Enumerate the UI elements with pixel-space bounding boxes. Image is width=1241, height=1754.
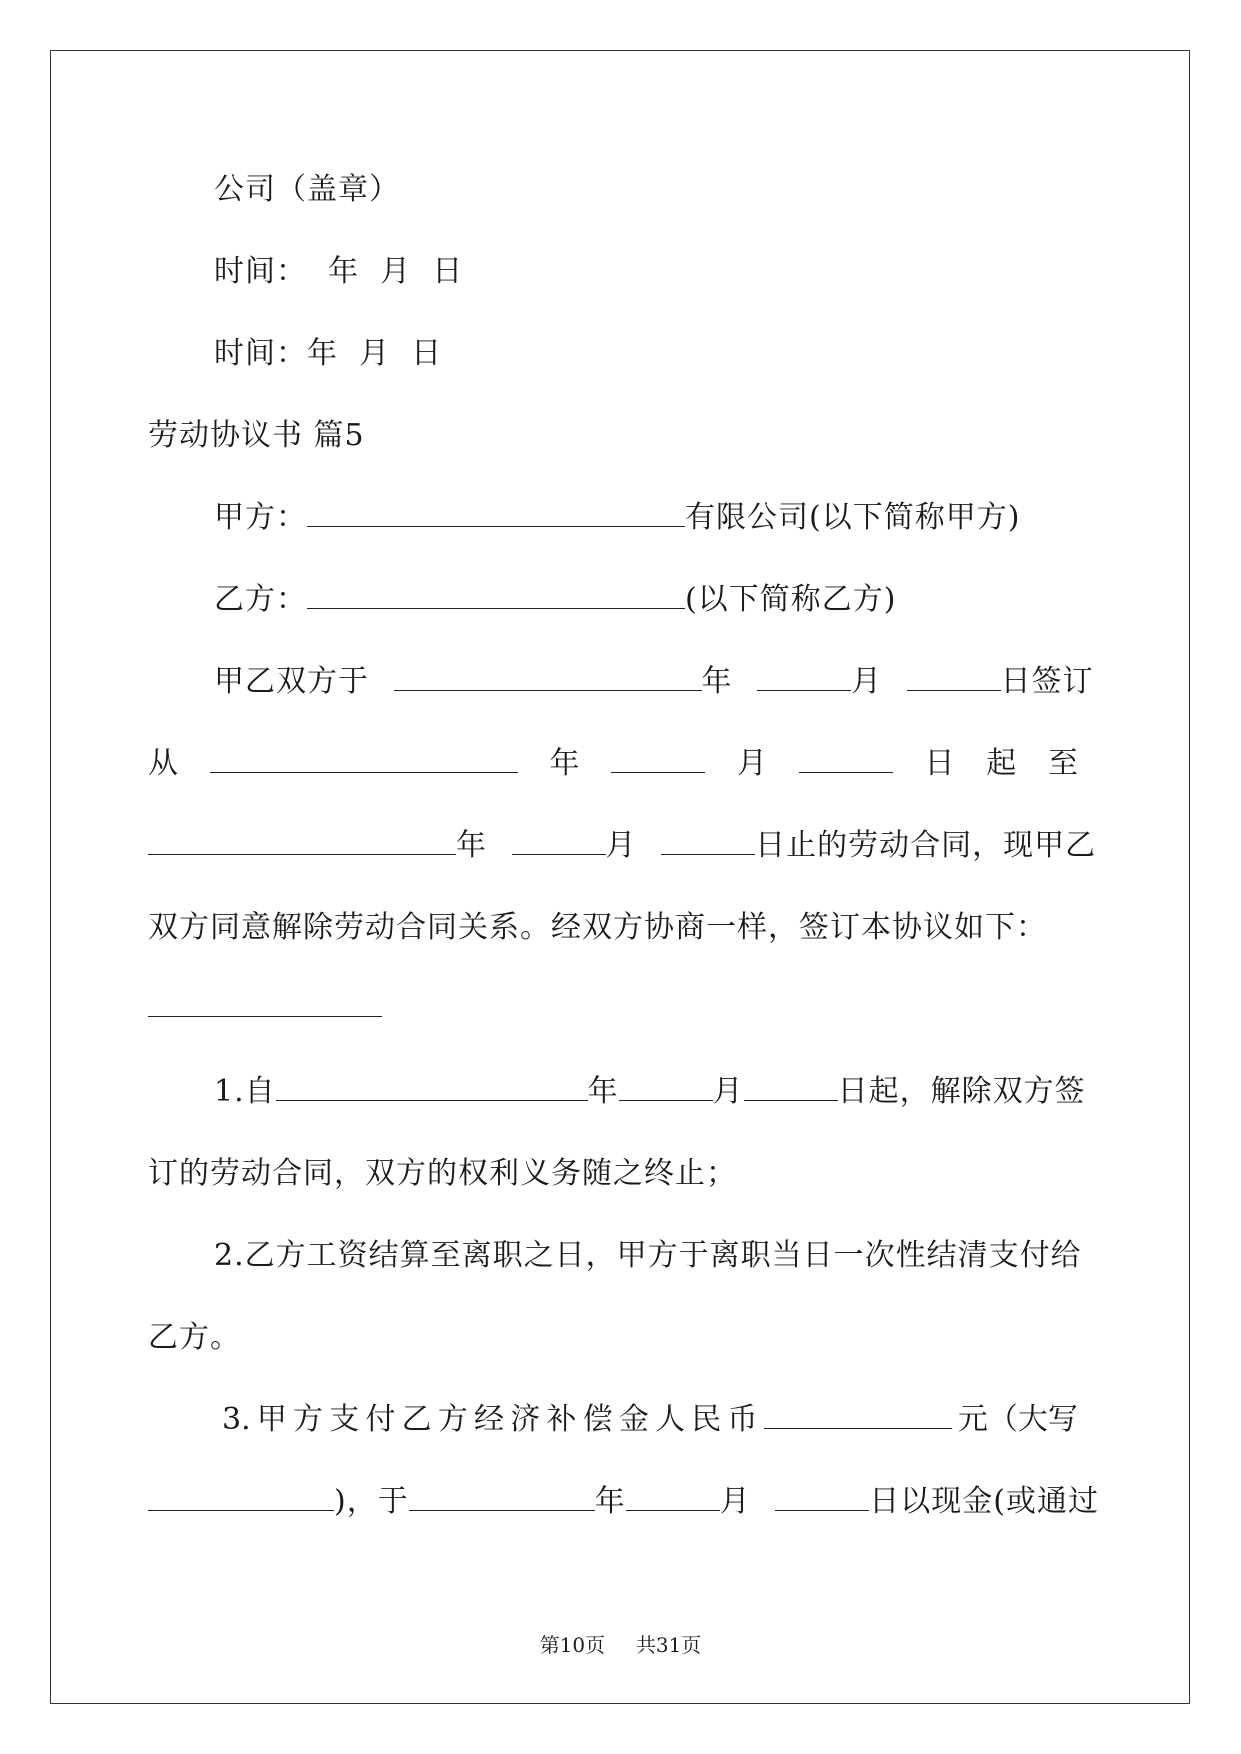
para1-line3-day-blank <box>661 830 755 855</box>
party-a-blank <box>307 502 685 527</box>
item1-month: 月 <box>712 1074 744 1109</box>
para1-line1-month: 月 <box>851 664 883 699</box>
item3-line2-mid: )，于 <box>334 1484 409 1519</box>
item3-char: 济 <box>510 1402 541 1437</box>
item3-char: 民 <box>691 1402 722 1437</box>
para1-line3-end: 日止的劳动合同，现甲乙 <box>755 828 1097 863</box>
para1-line3-month-blank <box>512 830 606 855</box>
item1-line1 <box>214 1074 1086 1110</box>
section-title: 劳动协议书 篇5 <box>148 418 365 453</box>
party-a-suffix: 有限公司(以下简称甲方) <box>685 500 1021 535</box>
date-line-2: 时间：年 月 日 <box>214 336 443 371</box>
page-footer <box>0 1633 1241 1657</box>
item3-char: 方 <box>437 1402 468 1437</box>
para1-line4: 双方同意解除劳动合同关系。经双方协商一样，签订本协议如下： <box>148 910 1047 945</box>
item3-unit: 元（大写 <box>957 1402 1078 1437</box>
item1-year: 年 <box>587 1074 619 1109</box>
item3-char: 付 <box>365 1402 396 1437</box>
para1-line3 <box>148 828 1096 864</box>
item3-char: 支 <box>329 1402 360 1437</box>
para1-line1-end: 日签订 <box>1000 664 1094 699</box>
item1-line2: 订的劳动合同，双方的权利义务随之终止； <box>148 1156 737 1191</box>
item3-line2 <box>148 1484 1099 1520</box>
para1-line1-date-blank <box>394 666 702 691</box>
party-a-line <box>214 500 1020 536</box>
item3-date-blank <box>409 1486 595 1511</box>
para1-line2-year: 年 <box>549 746 580 781</box>
para1-line1-month-blank <box>757 666 851 691</box>
para1-line2-date-blank <box>210 748 518 773</box>
item3-char: 偿 <box>582 1402 613 1437</box>
para1-line2-qi: 起 <box>986 746 1017 781</box>
para1-line2-zhi: 至 <box>1048 746 1078 781</box>
para1-line1-start: 甲乙双方于 <box>214 664 369 699</box>
item1-start: 1.自 <box>214 1074 276 1109</box>
item1-end: 日起，解除双方签 <box>837 1074 1086 1109</box>
item3-line2-year: 年 <box>594 1484 626 1519</box>
item3-amount-blank <box>764 1404 952 1429</box>
para1-line2-from: 从 <box>148 746 178 781</box>
item3-char: 币 <box>727 1402 758 1437</box>
party-b-suffix: (以下简称乙方) <box>685 582 897 617</box>
item2-line2: 乙方。 <box>148 1320 241 1355</box>
para1-line3-month: 月 <box>605 828 637 863</box>
item1-day-blank <box>744 1076 838 1101</box>
item3-char: 甲 <box>256 1402 287 1437</box>
item3-char: 补 <box>546 1402 577 1437</box>
para1-line2-day: 日 <box>924 746 955 781</box>
footer-page-number: 第10页 <box>539 1633 606 1657</box>
para1-line2-month-blank <box>611 748 705 773</box>
item3-line1 <box>222 1402 1078 1438</box>
item3-day-blank <box>775 1486 869 1511</box>
item3-month-blank <box>626 1486 720 1511</box>
item3-char: 方 <box>293 1402 324 1437</box>
party-b-label: 乙方： <box>214 582 307 617</box>
party-b-line <box>214 582 896 618</box>
item3-num: 3. <box>222 1402 251 1437</box>
item3-line2-month: 月 <box>719 1484 751 1519</box>
para1-line1 <box>214 664 1094 700</box>
item3-line2-end: 日以现金(或通过 <box>869 1484 1099 1519</box>
para1-line3-date-blank <box>148 830 456 855</box>
item3-char: 人 <box>655 1402 686 1437</box>
page-border <box>50 50 1190 1704</box>
item3-capital-blank <box>148 1486 334 1511</box>
date-line-1: 时间： 年 月 日 <box>214 254 464 289</box>
party-a-label: 甲方： <box>214 500 307 535</box>
para1-line1-day-blank <box>907 666 1001 691</box>
footer-total-pages: 共31页 <box>635 1633 702 1657</box>
item3-char: 经 <box>474 1402 505 1437</box>
item1-month-blank <box>619 1076 713 1101</box>
item3-char: 乙 <box>401 1402 432 1437</box>
seal-line: 公司（盖章） <box>214 172 400 207</box>
item1-date-blank <box>276 1076 588 1101</box>
para1-line2 <box>148 746 1078 782</box>
party-b-blank <box>307 584 685 609</box>
para1-line3-year: 年 <box>456 828 487 863</box>
para1-line1-year: 年 <box>701 664 733 699</box>
item2-line1: 2.乙方工资结算至离职之日，甲方于离职当日一次性结清支付给 <box>214 1238 1082 1273</box>
para1-line2-month: 月 <box>737 746 767 781</box>
para1-line2-day-blank <box>799 748 893 773</box>
blank-rule <box>148 1016 382 1017</box>
item3-char: 金 <box>618 1402 649 1437</box>
